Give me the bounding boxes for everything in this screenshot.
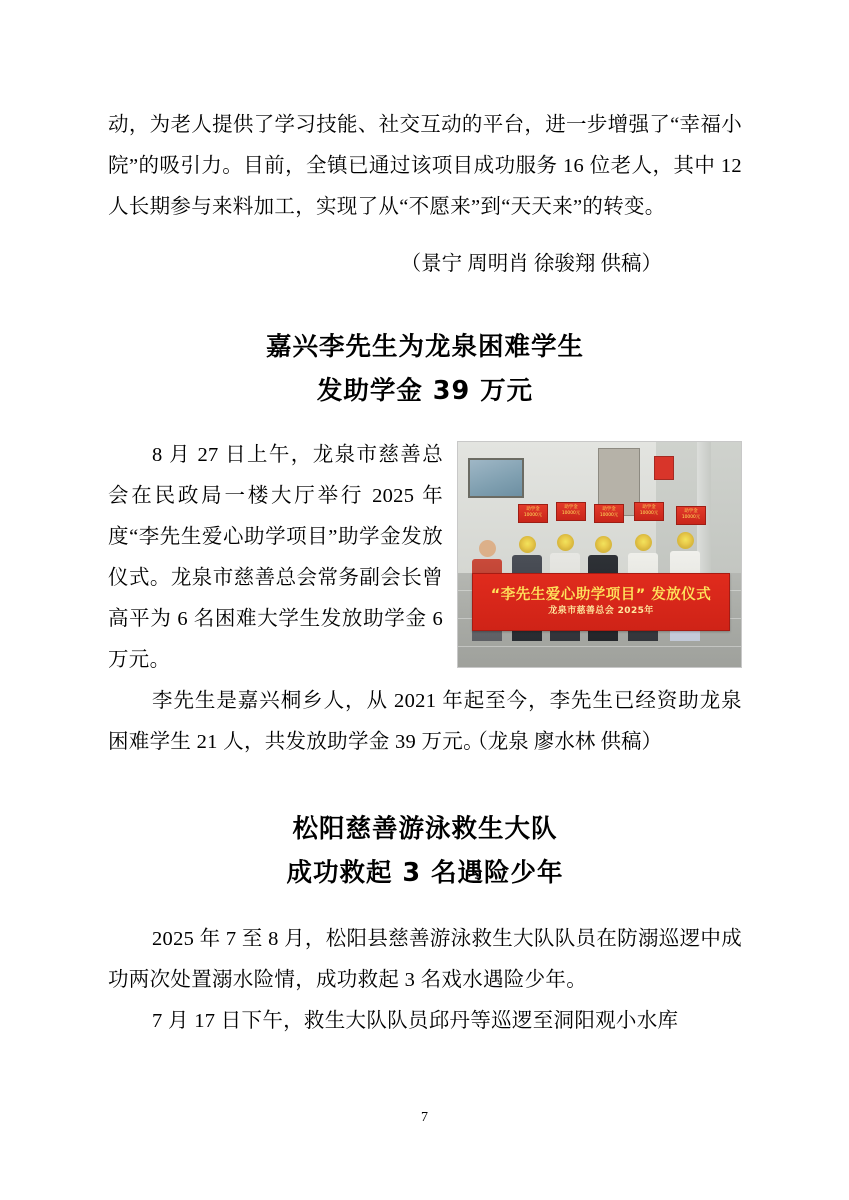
page-number: 7	[421, 1110, 428, 1125]
photo-red-banner	[472, 573, 730, 631]
photo-certificate-3: 助学金 10000元	[594, 504, 624, 523]
photo-banner-subtitle: 龙泉市慈善总会 2025年	[548, 606, 654, 616]
paragraph-continued: 动，为老人提供了学习技能、社交互动的平台，进一步增强了“幸福小院”的吸引力。目前，全镇已通过该项目成功服务 16 位老人，其中 12 人长期参与来料加工，实现了从“不愿来”到“天天来”的转变。	[108, 114, 742, 218]
article-1-paragraph-1: 8 月 27 日上午，龙泉市慈善总会在民政局一楼大厅举行 2025 年度“李先生爱心助学项目”助学金发放仪式。龙泉市慈善总会常务副会长曾高平为 6 名困难大学生发放助学金 6 万元。	[108, 444, 443, 671]
headline-line-1: 嘉兴李先生为龙泉困难学生	[265, 332, 584, 362]
photo-certificate-2: 助学金 10000元	[556, 502, 586, 521]
photo-certificate-4: 助学金 10000元	[634, 502, 664, 521]
headline-2-line-2: 成功救起 3 名遇险少年	[286, 858, 564, 888]
headline-songyang	[108, 807, 742, 895]
headline-2-line-1: 松阳慈善游泳救生大队	[292, 814, 558, 844]
headline-lixiansheng	[108, 325, 742, 413]
award-ceremony-photo	[457, 441, 742, 668]
page-content	[108, 105, 742, 1042]
credit-longquan: （龙泉 廖水林 供稿）	[467, 731, 662, 753]
photo-banner-title: “李先生爱心助学项目” 发放仪式	[490, 587, 712, 603]
photo-certificate-1: 助学金 10000元	[518, 504, 548, 523]
article-2-paragraph-2: 7 月 17 日下午，救生大队队员邱丹等巡逻至洞阳观小水库	[152, 1010, 679, 1032]
headline-line-2: 发助学金 39 万元	[316, 376, 534, 406]
article-with-photo	[108, 435, 742, 763]
article-2-paragraph-1: 2025 年 7 至 8 月，松阳县慈善游泳救生大队队员在防溺巡逻中成功两次处置溺水险情，成功救起 3 名戏水遇险少年。	[108, 928, 742, 991]
photo-certificate-5: 助学金 10000元	[676, 506, 706, 525]
credit-jingning: （景宁 周明肖 徐骏翔 供稿）	[400, 253, 662, 275]
photo-framed-picture	[468, 458, 524, 498]
article-1-paragraph-2: 李先生是嘉兴桐乡人，从 2021 年起至今，李先生已经资助龙泉困难学生 21 人，共发放助学金 39 万元。	[108, 690, 742, 753]
photo-wall-sign	[654, 456, 674, 480]
